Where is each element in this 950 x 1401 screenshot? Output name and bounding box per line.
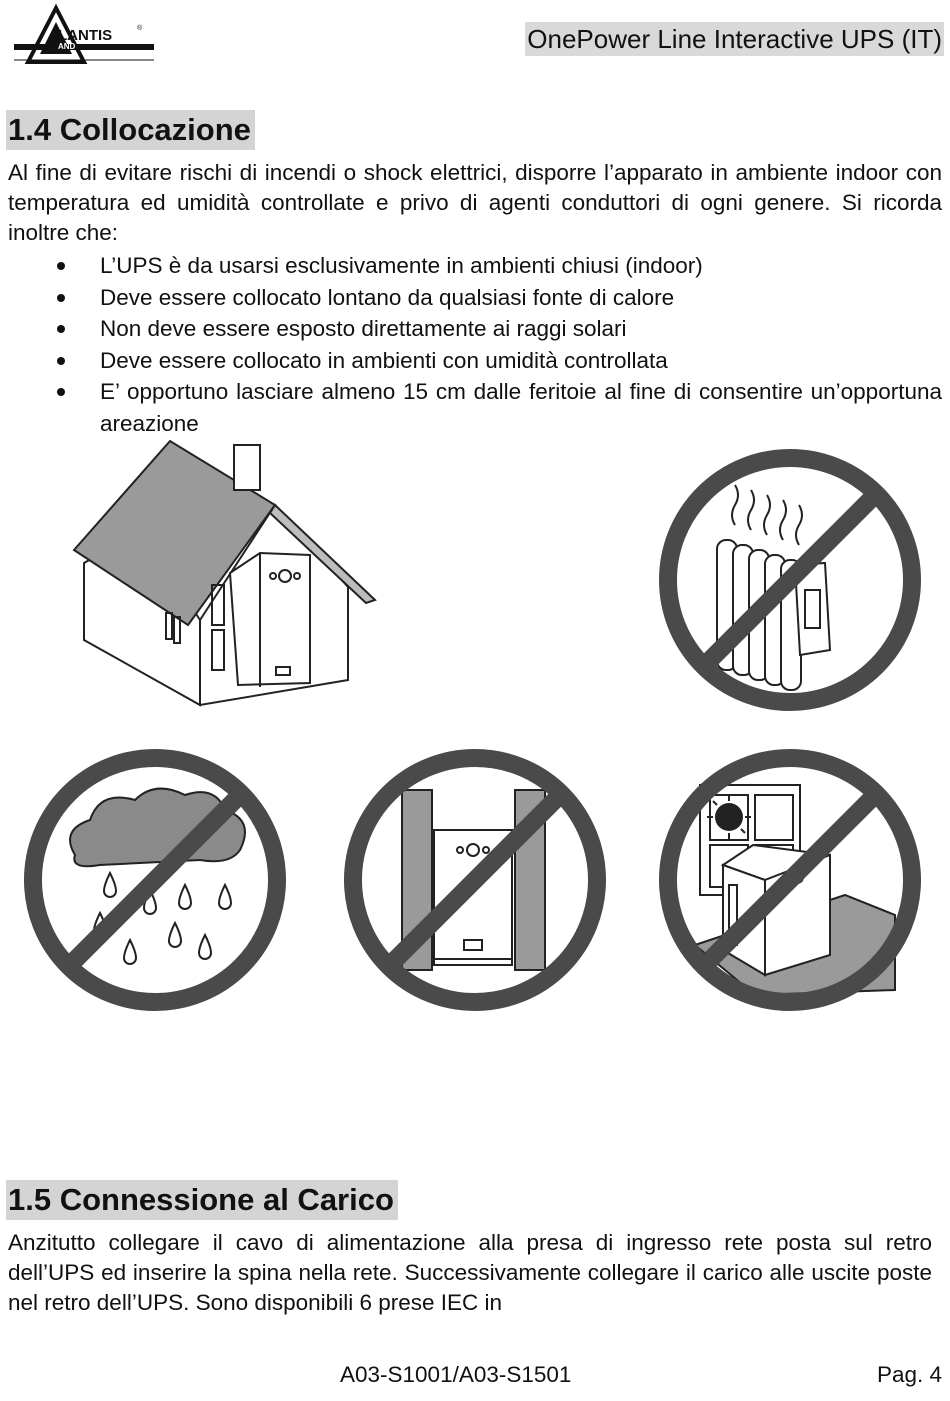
bullet-icon: [57, 357, 65, 365]
document-title: OnePower Line Interactive UPS (IT): [527, 24, 942, 54]
no-rain-humidity-sign: [20, 745, 290, 1015]
svg-text:®: ®: [137, 25, 143, 32]
section-heading-connessione-carico: 1.5 Connessione al Carico: [6, 1180, 398, 1220]
list-item: Non deve essere esposto direttamente ai raggi solari: [0, 313, 942, 345]
product-code: A03-S1001/A03-S1501: [340, 1362, 572, 1387]
section-body-paragraph: Anzitutto collegare il cavo di alimentazione alla presa di ingresso rete posta sul retro dell’UPS ed inserire la spina nella rete. Successivamente collegare il carico alle uscite poste nel retro dell’UPS. Sono disponibili 6 prese IEC in: [8, 1230, 932, 1315]
bullet-icon: [57, 294, 65, 302]
section-heading-collocazione: 1.4 Collocazione: [6, 110, 255, 150]
bullet-icon: [57, 325, 65, 333]
ups-indoor-house-illustration: [70, 435, 380, 715]
section-intro-paragraph: Al fine di evitare rischi di incendi o shock elettrici, disporre l’apparato in ambiente indoor con temperatura ed umidità controllate e privo di agenti conduttori di ogni genere. Si ricorda inoltre che:: [8, 160, 942, 245]
page-number: Pag. 4: [876, 1362, 942, 1387]
svg-text:LANTIS: LANTIS: [58, 27, 113, 44]
list-item: Deve essere collocato in ambienti con umidità controllata: [0, 345, 942, 377]
list-item: L’UPS è da usarsi esclusivamente in ambienti chiusi (indoor): [0, 250, 942, 282]
placement-rules-list: [0, 250, 942, 439]
bullet-icon: [57, 388, 65, 396]
list-item: E’ opportuno lasciare almeno 15 cm dalle feritoie al fine di consentire un’opportuna areazione: [0, 376, 942, 439]
atlantis-logo: [6, 4, 161, 70]
bullet-icon: [57, 262, 65, 270]
no-heat-source-sign: [655, 445, 925, 715]
no-direct-sunlight-sign: [655, 745, 925, 1015]
no-obstructed-vents-sign: [340, 745, 610, 1015]
svg-text:AND: AND: [58, 42, 76, 51]
list-item: Deve essere collocato lontano da qualsiasi fonte di calore: [0, 282, 942, 314]
